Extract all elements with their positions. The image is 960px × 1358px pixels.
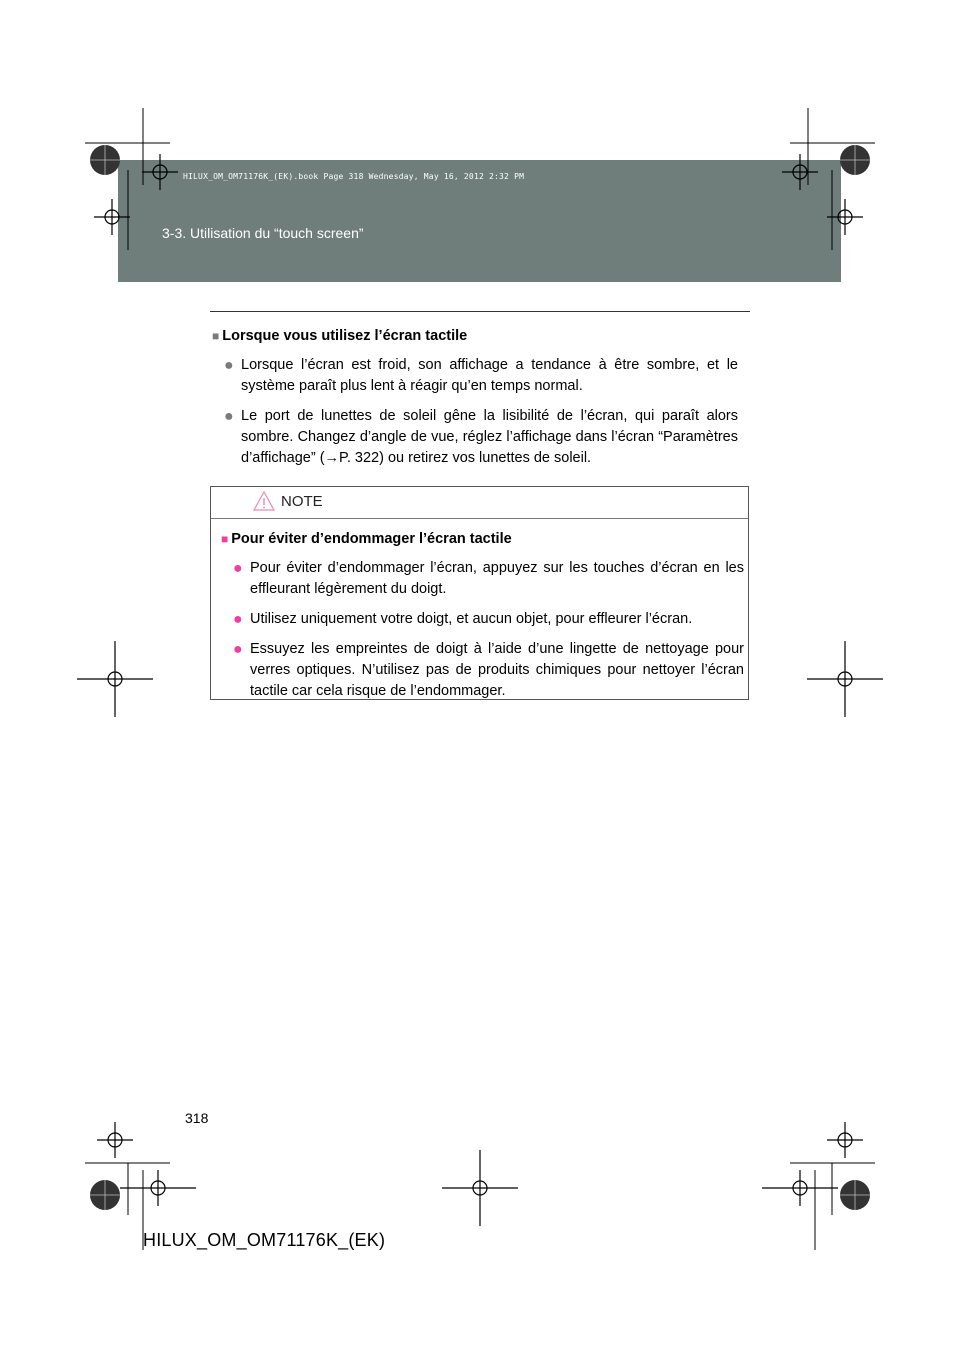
note-heading [221,529,744,550]
info-heading [212,326,738,347]
list-item-text: Utilisez uniquement votre doigt, et aucun objet, pour effleurer l’écran. [250,611,693,627]
page-number: 318 [185,1110,209,1126]
circle-bullet-icon: ● [224,357,234,374]
info-heading-text: Lorsque vous utilisez l’écran tactile [222,328,468,344]
list-item-text: Le port de lunettes de soleil gêne la lisibilité de l’écran, qui paraît alors sombre. Changez d’angle de vue, réglez l’affichage dans l’écran “Paramètres d’affichage” (→P. 322) ou retirez vos lunettes de soleil. [241,408,738,466]
circle-bullet-icon: ● [224,408,234,425]
square-bullet-icon: ■ [221,532,229,546]
document-code: HILUX_OM_OM71176K_(EK) [143,1230,386,1250]
list-item-text: Lorsque l’écran est froid, son affichage a tendance à être sombre, et le système paraît plus lent à réagir qu’en temps normal. [241,357,738,394]
print-info: HILUX_OM_OM71176K_(EK).book Page 318 Wednesday, May 16, 2012 2:32 PM [183,172,525,181]
note-heading-text: Pour éviter d’endommager l’écran tactile [231,531,512,547]
info-section [212,326,738,478]
list-item [221,558,744,600]
circle-bullet-icon: ● [233,560,243,577]
note-header [211,487,748,519]
warning-icon [253,491,275,511]
section-title: 3-3. Utilisation du “touch screen” [162,225,364,241]
list-item [212,355,738,397]
list-item-text: Essuyez les empreintes de doigt à l’aide d’une lingette de nettoyage pour verres optiques. N’utilisez pas de produits chimiques pour nettoyer l’écran tactile car cela risque de l’endommager. [250,641,744,699]
list-item [221,609,744,630]
note-label: NOTE [281,493,323,510]
list-item [212,406,738,469]
divider [210,311,750,312]
square-bullet-icon: ■ [212,329,220,343]
circle-bullet-icon: ● [233,641,243,658]
list-item [221,639,744,702]
note-box [210,486,749,700]
note-body [221,529,744,711]
list-item-text: Pour éviter d’endommager l’écran, appuyez sur les touches d’écran en les effleurant légèrement du doigt. [250,560,744,597]
circle-bullet-icon: ● [233,611,243,628]
